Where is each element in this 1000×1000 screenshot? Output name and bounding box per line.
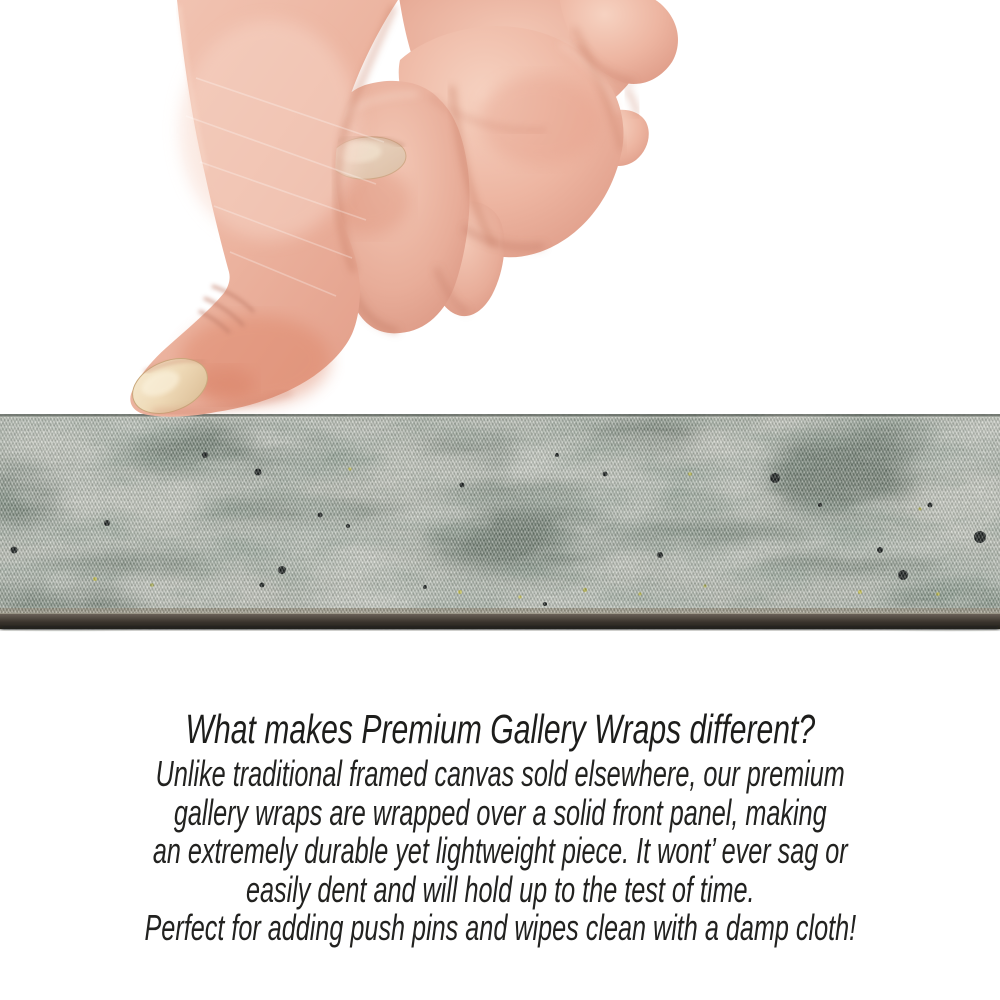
body-text (0, 755, 1000, 948)
body-line: Unlike traditional framed canvas sold elsewhere, our premium (155, 753, 845, 794)
canvas-bottom-edge (0, 608, 1000, 630)
body-line: gallery wraps are wrapped over a solid front panel, making (173, 791, 827, 833)
fist-fingers (329, 0, 678, 333)
canvas-edge-photo (0, 414, 1000, 632)
marketing-copy (0, 703, 1000, 948)
body-line: an extremely durable yet lightweight piece. It wont’ ever sag or (152, 830, 848, 872)
body-line: easily dent and will hold up to the test of time. (245, 868, 755, 910)
headline-text: What makes Premium Gallery Wraps different? (185, 706, 815, 752)
hand-photo (0, 0, 1000, 440)
canvas-texture (0, 414, 1000, 632)
headline (0, 703, 1000, 755)
body-line: Perfect for adding push pins and wipes clean with a damp cloth! (144, 907, 856, 949)
